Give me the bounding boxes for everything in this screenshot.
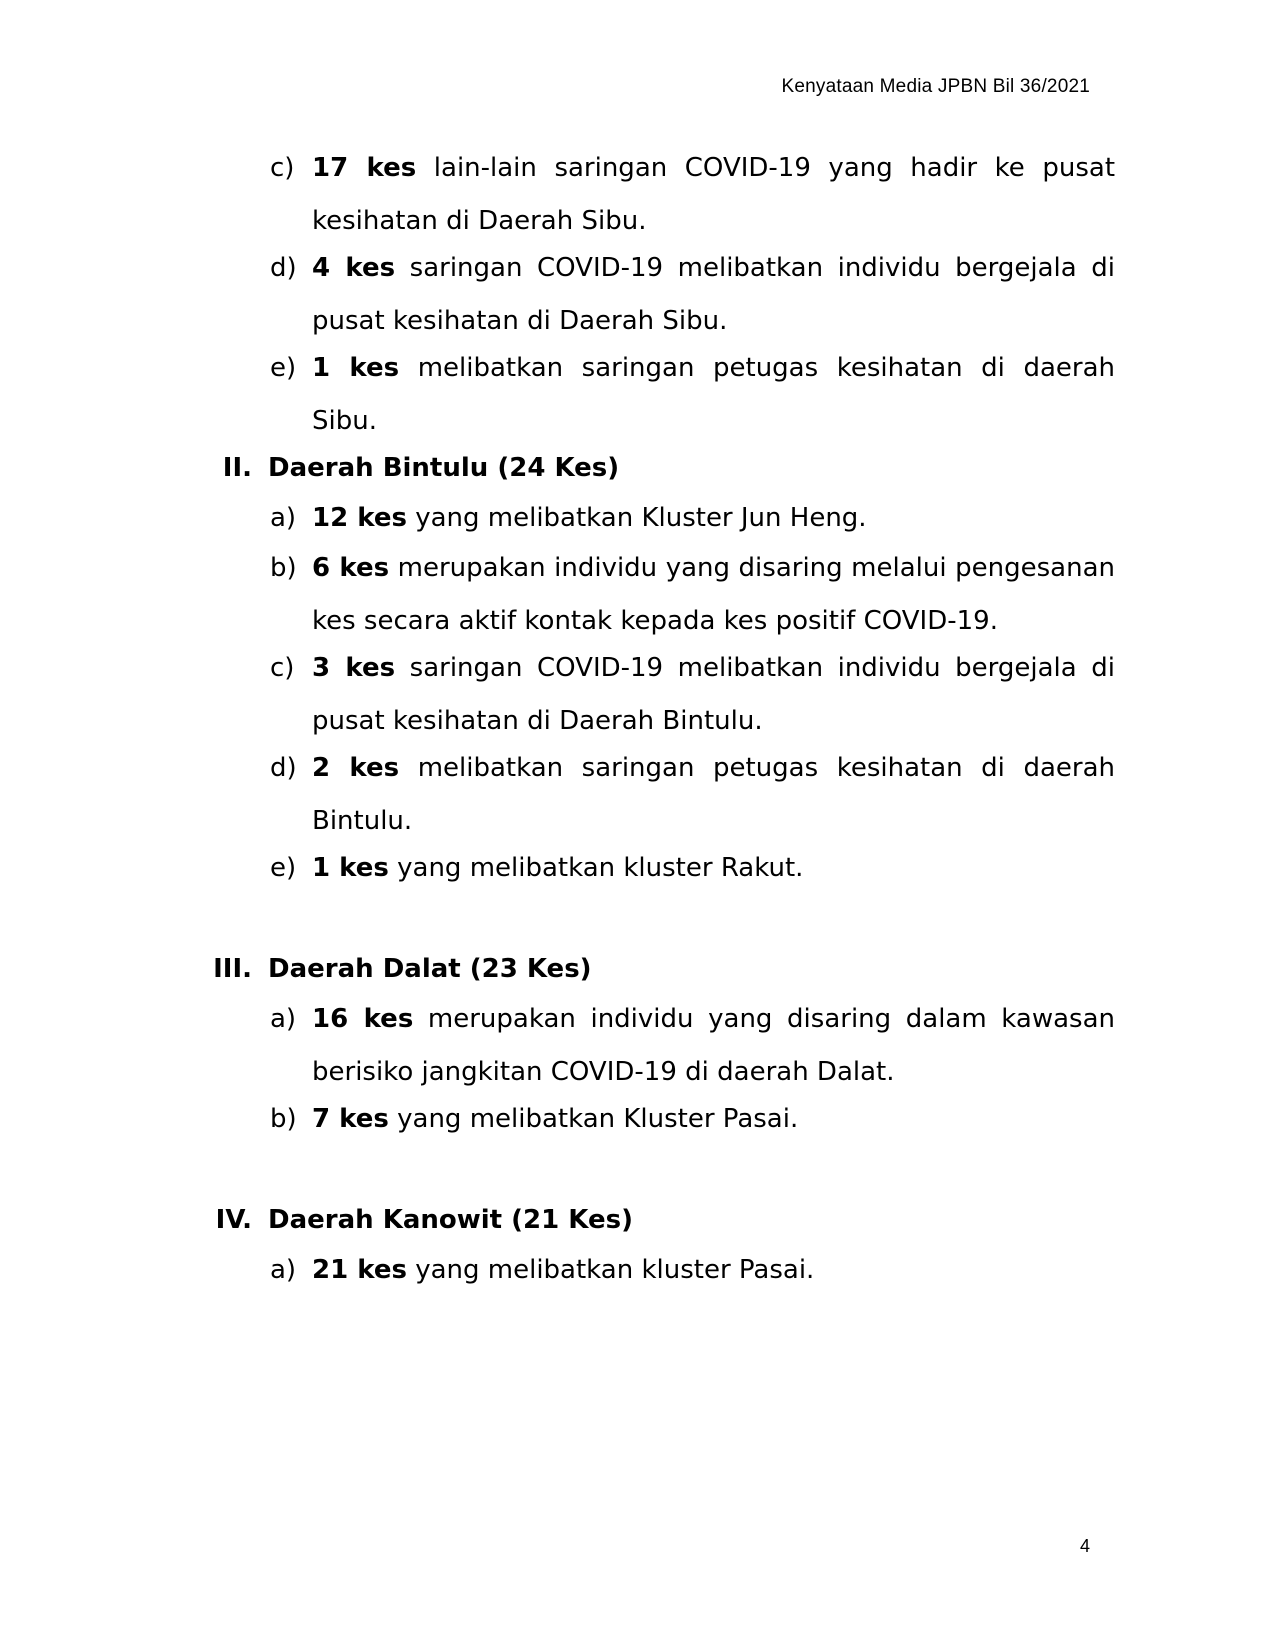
item-description: saringan COVID-19 melibatkan individu bergejala di pusat kesihatan di Daerah Sibu. [312, 253, 1115, 336]
list-item-bintulu-d [272, 742, 1115, 848]
section-title: Daerah Bintulu (24 Kes) [268, 453, 620, 483]
item-text [312, 993, 1115, 1099]
case-count: 21 kes [312, 1255, 407, 1285]
item-description: yang melibatkan Kluster Pasai. [388, 1104, 799, 1134]
item-text [312, 1244, 1115, 1297]
section-title: Daerah Kanowit (21 Kes) [268, 1205, 633, 1235]
item-description: melibatkan saringan petugas kesihatan di daerah Sibu. [312, 353, 1115, 436]
case-count: 4 kes [312, 253, 396, 283]
item-label: e) [270, 353, 297, 383]
item-text [312, 642, 1115, 748]
item-text [312, 142, 1115, 248]
item-text [312, 1093, 1115, 1146]
item-label: a) [270, 1255, 297, 1285]
item-text [312, 242, 1115, 348]
case-count: 2 kes [312, 753, 400, 783]
item-label: c) [270, 653, 295, 683]
case-count: 1 kes [312, 353, 400, 383]
list-item-bintulu-a [272, 492, 1115, 545]
case-count: 12 kes [312, 503, 407, 533]
item-text [312, 342, 1115, 448]
item-label: a) [270, 1004, 297, 1034]
list-item-sibu-c [272, 142, 1115, 248]
item-label: d) [270, 753, 297, 783]
section-numeral: IV. [215, 1205, 252, 1235]
item-text [312, 842, 1115, 895]
case-count: 17 kes [312, 153, 417, 183]
list-item-bintulu-c [272, 642, 1115, 748]
item-description: melibatkan saringan petugas kesihatan di daerah Bintulu. [312, 753, 1115, 836]
item-description: lain-lain saringan COVID-19 yang hadir ke pusat kesihatan di Daerah Sibu. [312, 153, 1116, 236]
item-description: merupakan individu yang disaring dalam kawasan berisiko jangkitan COVID-19 di daerah Dalat. [312, 1004, 1115, 1087]
page-number: 4 [1079, 1536, 1090, 1556]
item-text [312, 542, 1115, 648]
item-description: yang melibatkan Kluster Jun Heng. [406, 503, 867, 533]
item-description: saringan COVID-19 melibatkan individu bergejala di pusat kesihatan di Daerah Bintulu. [312, 653, 1115, 736]
section-numeral: II. [222, 453, 252, 483]
list-item-bintulu-b [272, 542, 1115, 648]
list-item-sibu-e [272, 342, 1115, 448]
section-numeral: III. [213, 954, 252, 984]
item-label: c) [270, 153, 295, 183]
case-count: 3 kes [312, 653, 396, 683]
case-count: 16 kes [312, 1004, 414, 1034]
case-count: 1 kes [312, 853, 389, 883]
case-count: 6 kes [312, 553, 390, 583]
item-text [312, 492, 1115, 545]
item-label: b) [270, 1104, 297, 1134]
item-label: a) [270, 503, 297, 533]
item-label: d) [270, 253, 297, 283]
section-title: Daerah Dalat (23 Kes) [268, 954, 592, 984]
document-header: Kenyataan Media JPBN Bil 36/2021 [781, 76, 1090, 97]
list-item-dalat-a [272, 993, 1115, 1099]
item-description: merupakan individu yang disaring melalui pengesanan kes secara aktif kontak kepada kes positif COVID-19. [312, 553, 1115, 636]
list-item-kanowit-a [272, 1244, 1115, 1297]
item-label: b) [270, 553, 297, 583]
item-description: yang melibatkan kluster Pasai. [406, 1255, 815, 1285]
item-text [312, 742, 1115, 848]
item-description: yang melibatkan kluster Rakut. [388, 853, 804, 883]
list-item-sibu-d [272, 242, 1115, 348]
list-item-bintulu-e [272, 842, 1115, 895]
list-item-dalat-b [272, 1093, 1115, 1146]
item-label: e) [270, 853, 297, 883]
case-count: 7 kes [312, 1104, 389, 1134]
